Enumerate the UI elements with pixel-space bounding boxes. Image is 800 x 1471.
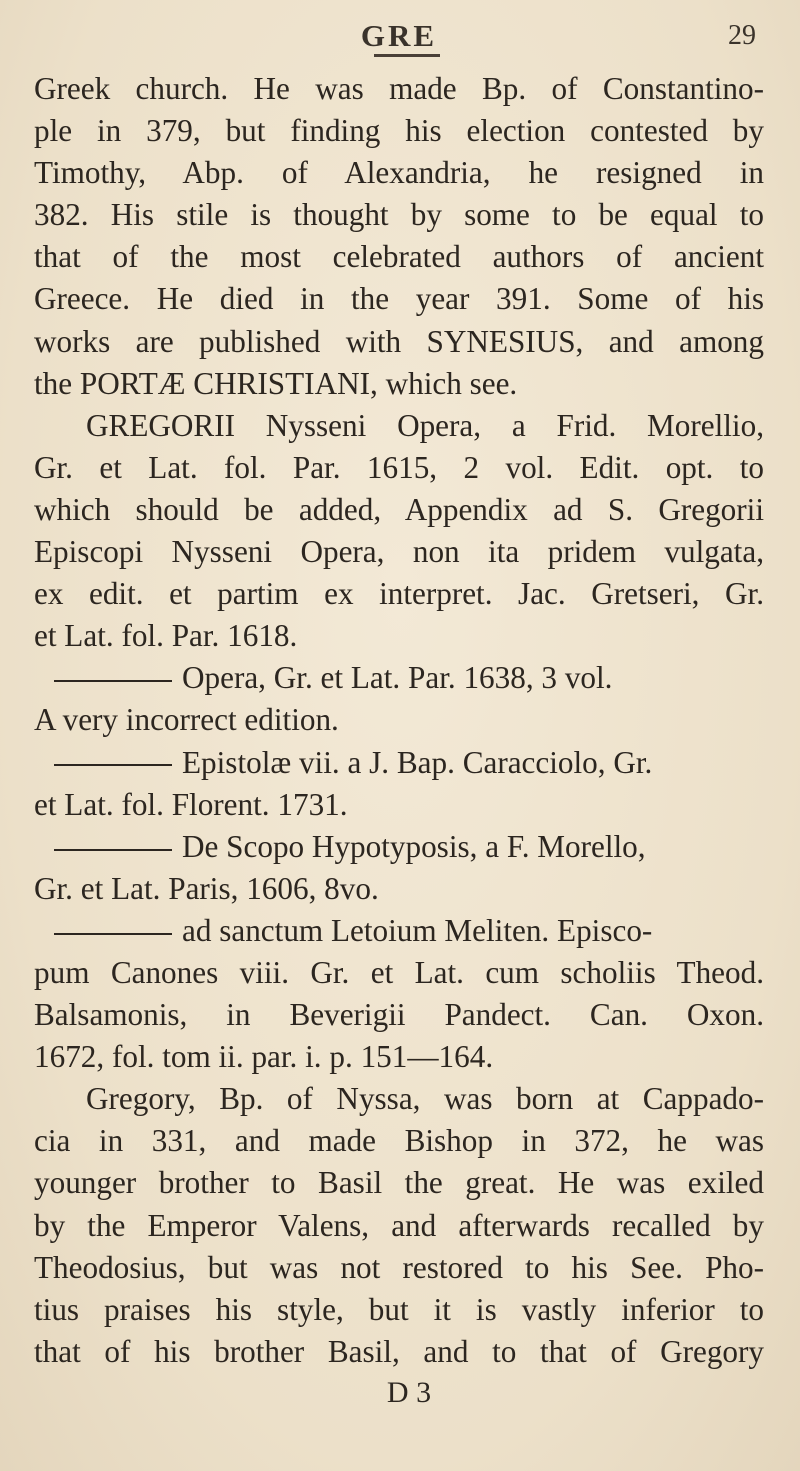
text-line: Theodosius, but was not restored to his See. Pho- <box>34 1249 764 1285</box>
text-line: 1672, fol. tom ii. par. i. p. 151—164. <box>34 1039 494 1075</box>
text-line: that of his brother Basil, and to that of Gregory <box>34 1333 764 1369</box>
text-line: Greek church. He was made Bp. of Constantino- <box>34 71 764 106</box>
text-line: younger brother to Basil the great. He was exiled <box>34 1165 764 1201</box>
text-line: 382. His stile is thought by some to be equal to <box>34 197 764 233</box>
text-line: that of the most celebrated authors of ancient <box>34 239 764 275</box>
text-line: ple in 379, but finding his election contested by <box>34 113 764 149</box>
text-line: Gregory, Bp. of Nyssa, was born at Cappado- <box>86 1081 764 1117</box>
text-line: GREGORII Nysseni Opera, a Frid. Morellio, <box>86 407 764 443</box>
text-line: ex edit. et partim ex interpret. Jac. Gretseri, Gr. <box>34 576 764 612</box>
text-line: cia in 331, and made Bishop in 372, he was <box>34 1123 764 1159</box>
text-line: Episcopi Nysseni Opera, non ita pridem vulgata, <box>34 534 764 570</box>
running-head: GRE <box>360 18 438 53</box>
ditto-entry <box>34 657 764 699</box>
text-line: pum Canones viii. Gr. et Lat. cum scholiis Theod. <box>34 954 764 990</box>
text-line: by the Emperor Valens, and afterwards recalled by <box>34 1207 764 1243</box>
text-line: ad sanctum Letoium Meliten. Episco- <box>182 912 653 948</box>
ditto-entry <box>34 826 764 868</box>
ditto-dash <box>54 764 172 766</box>
text-line: Balsamonis, in Beverigii Pandect. Can. Oxon. <box>34 997 764 1033</box>
ditto-entry <box>34 742 764 784</box>
text-line: the PORTÆ CHRISTIANI, which see. <box>34 365 518 401</box>
page-number: 29 <box>728 20 756 51</box>
ditto-dash <box>54 933 172 935</box>
text-line: et Lat. fol. Florent. 1731. <box>34 786 348 822</box>
page-header <box>34 14 764 58</box>
text-line: A very incorrect edition. <box>34 702 339 738</box>
text-line: De Scopo Hypotyposis, a F. Morello, <box>182 828 646 864</box>
text-line: Timothy, Abp. of Alexandria, he resigned in <box>34 155 764 191</box>
header-rule <box>374 54 440 57</box>
ditto-dash <box>54 849 172 851</box>
text-line: Gr. et Lat. Paris, 1606, 8vo. <box>34 870 379 906</box>
ditto-entry <box>34 910 764 952</box>
text-line: Greece. He died in the year 391. Some of his <box>34 281 764 317</box>
signature-mark: D 3 <box>386 1375 432 1409</box>
body-text <box>34 68 764 1413</box>
text-line: Epistolæ vii. a J. Bap. Caracciolo, Gr. <box>182 744 653 780</box>
text-line: Gr. et Lat. fol. Par. 1615, 2 vol. Edit. opt. to <box>34 449 764 485</box>
ditto-dash <box>54 680 172 682</box>
text-line: tius praises his style, but it is vastly inferior to <box>34 1291 764 1327</box>
text-line: which should be added, Appendix ad S. Gregorii <box>34 491 764 527</box>
text-line: Opera, Gr. et Lat. Par. 1638, 3 vol. <box>182 660 613 696</box>
text-line: et Lat. fol. Par. 1618. <box>34 618 298 654</box>
text-line: works are published with SYNESIUS, and among <box>34 323 764 359</box>
